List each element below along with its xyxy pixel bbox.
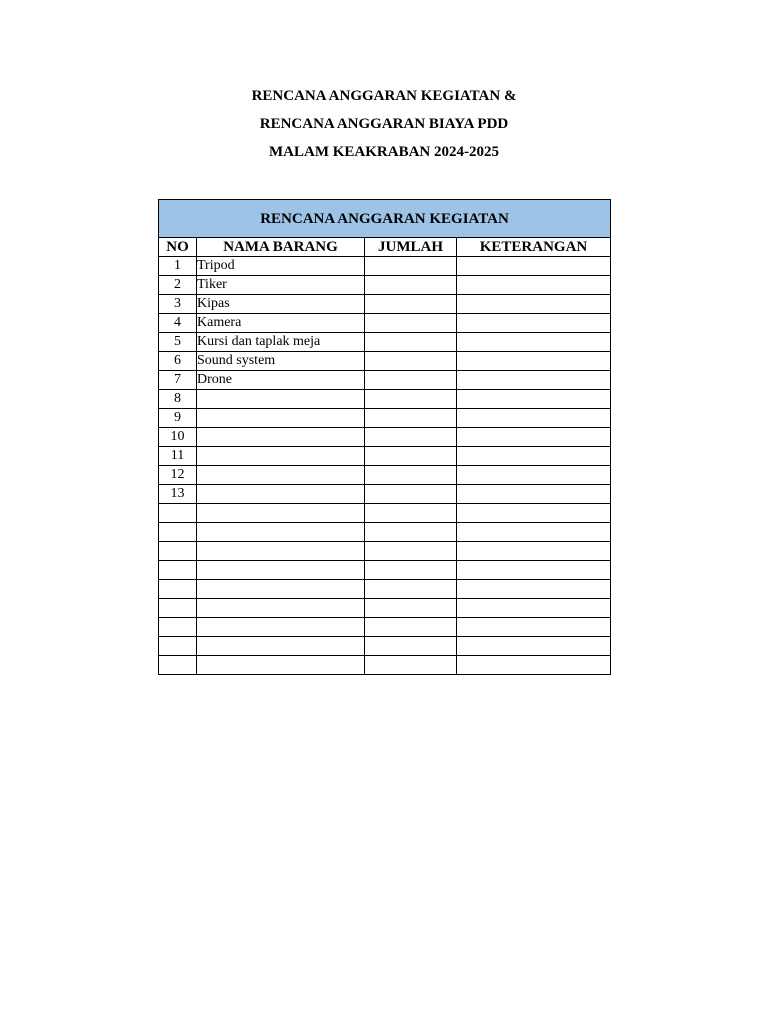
cell-no: 10: [159, 428, 197, 447]
cell-keterangan: [457, 466, 611, 485]
cell-nama-barang: [197, 656, 365, 675]
table-row: [159, 599, 611, 618]
cell-nama-barang: Tiker: [197, 276, 365, 295]
cell-no: [159, 561, 197, 580]
table-row: [159, 390, 611, 409]
cell-keterangan: [457, 599, 611, 618]
cell-keterangan: [457, 314, 611, 333]
cell-no: 1: [159, 257, 197, 276]
cell-nama-barang: [197, 447, 365, 466]
cell-keterangan: [457, 276, 611, 295]
cell-nama-barang: [197, 599, 365, 618]
cell-nama-barang: Kipas: [197, 295, 365, 314]
cell-jumlah: [365, 257, 457, 276]
table-row: [159, 637, 611, 656]
cell-nama-barang: [197, 637, 365, 656]
table-row: [159, 428, 611, 447]
cell-no: 5: [159, 333, 197, 352]
cell-jumlah: [365, 314, 457, 333]
cell-no: 3: [159, 295, 197, 314]
column-header-jumlah: JUMLAH: [365, 238, 457, 257]
cell-no: 8: [159, 390, 197, 409]
cell-nama-barang: [197, 504, 365, 523]
table-row: [159, 466, 611, 485]
cell-jumlah: [365, 352, 457, 371]
cell-no: 9: [159, 409, 197, 428]
table-header-row: [159, 238, 611, 257]
cell-nama-barang: Sound system: [197, 352, 365, 371]
table-body: [159, 257, 611, 675]
cell-jumlah: [365, 561, 457, 580]
cell-no: [159, 542, 197, 561]
cell-keterangan: [457, 257, 611, 276]
cell-nama-barang: Kursi dan taplak meja: [197, 333, 365, 352]
cell-nama-barang: [197, 580, 365, 599]
document-title: [0, 86, 768, 170]
cell-nama-barang: [197, 466, 365, 485]
cell-no: 13: [159, 485, 197, 504]
cell-keterangan: [457, 333, 611, 352]
column-header-no: NO: [159, 238, 197, 257]
cell-keterangan: [457, 504, 611, 523]
table-row: [159, 580, 611, 599]
cell-nama-barang: [197, 542, 365, 561]
cell-jumlah: [365, 637, 457, 656]
cell-no: 7: [159, 371, 197, 390]
cell-keterangan: [457, 656, 611, 675]
column-header-keterangan: KETERANGAN: [457, 238, 611, 257]
cell-no: [159, 504, 197, 523]
cell-no: [159, 656, 197, 675]
title-line-2: RENCANA ANGGARAN BIAYA PDD: [259, 116, 509, 132]
cell-jumlah: [365, 580, 457, 599]
column-header-nama-barang: NAMA BARANG: [197, 238, 365, 257]
cell-no: 4: [159, 314, 197, 333]
cell-jumlah: [365, 656, 457, 675]
cell-nama-barang: Tripod: [197, 257, 365, 276]
cell-keterangan: [457, 409, 611, 428]
cell-jumlah: [365, 466, 457, 485]
cell-nama-barang: [197, 485, 365, 504]
table-row: [159, 371, 611, 390]
cell-jumlah: [365, 276, 457, 295]
table-banner: RENCANA ANGGARAN KEGIATAN: [159, 200, 611, 238]
cell-no: 6: [159, 352, 197, 371]
cell-no: [159, 523, 197, 542]
cell-nama-barang: [197, 409, 365, 428]
title-line-1: RENCANA ANGGARAN KEGIATAN &: [251, 88, 517, 104]
cell-jumlah: [365, 485, 457, 504]
cell-jumlah: [365, 447, 457, 466]
cell-keterangan: [457, 542, 611, 561]
table-row: [159, 314, 611, 333]
cell-keterangan: [457, 371, 611, 390]
cell-no: 11: [159, 447, 197, 466]
budget-table: [158, 199, 611, 675]
cell-no: [159, 580, 197, 599]
table-row: [159, 523, 611, 542]
table-row: [159, 295, 611, 314]
table-row: [159, 656, 611, 675]
cell-keterangan: [457, 428, 611, 447]
cell-keterangan: [457, 485, 611, 504]
table-row: [159, 561, 611, 580]
cell-nama-barang: [197, 428, 365, 447]
table-banner-row: [159, 200, 611, 238]
title-line-3: MALAM KEAKRABAN 2024-2025: [269, 144, 499, 160]
cell-jumlah: [365, 390, 457, 409]
cell-nama-barang: Drone: [197, 371, 365, 390]
cell-jumlah: [365, 599, 457, 618]
cell-no: [159, 618, 197, 637]
cell-keterangan: [457, 618, 611, 637]
table-row: [159, 409, 611, 428]
table-row: [159, 352, 611, 371]
table-row: [159, 618, 611, 637]
cell-no: 2: [159, 276, 197, 295]
cell-nama-barang: [197, 618, 365, 637]
table-row: [159, 333, 611, 352]
cell-nama-barang: Kamera: [197, 314, 365, 333]
cell-keterangan: [457, 447, 611, 466]
cell-no: [159, 599, 197, 618]
cell-jumlah: [365, 542, 457, 561]
cell-jumlah: [365, 409, 457, 428]
cell-nama-barang: [197, 523, 365, 542]
cell-jumlah: [365, 333, 457, 352]
cell-jumlah: [365, 371, 457, 390]
cell-no: [159, 637, 197, 656]
table-row: [159, 485, 611, 504]
cell-keterangan: [457, 580, 611, 599]
table-row: [159, 447, 611, 466]
table-row: [159, 276, 611, 295]
cell-keterangan: [457, 390, 611, 409]
cell-no: 12: [159, 466, 197, 485]
cell-jumlah: [365, 618, 457, 637]
cell-keterangan: [457, 295, 611, 314]
cell-jumlah: [365, 523, 457, 542]
cell-keterangan: [457, 352, 611, 371]
cell-jumlah: [365, 428, 457, 447]
cell-jumlah: [365, 295, 457, 314]
cell-nama-barang: [197, 390, 365, 409]
cell-jumlah: [365, 504, 457, 523]
cell-keterangan: [457, 561, 611, 580]
cell-nama-barang: [197, 561, 365, 580]
table-row: [159, 504, 611, 523]
cell-keterangan: [457, 523, 611, 542]
cell-keterangan: [457, 637, 611, 656]
table-row: [159, 542, 611, 561]
table-row: [159, 257, 611, 276]
